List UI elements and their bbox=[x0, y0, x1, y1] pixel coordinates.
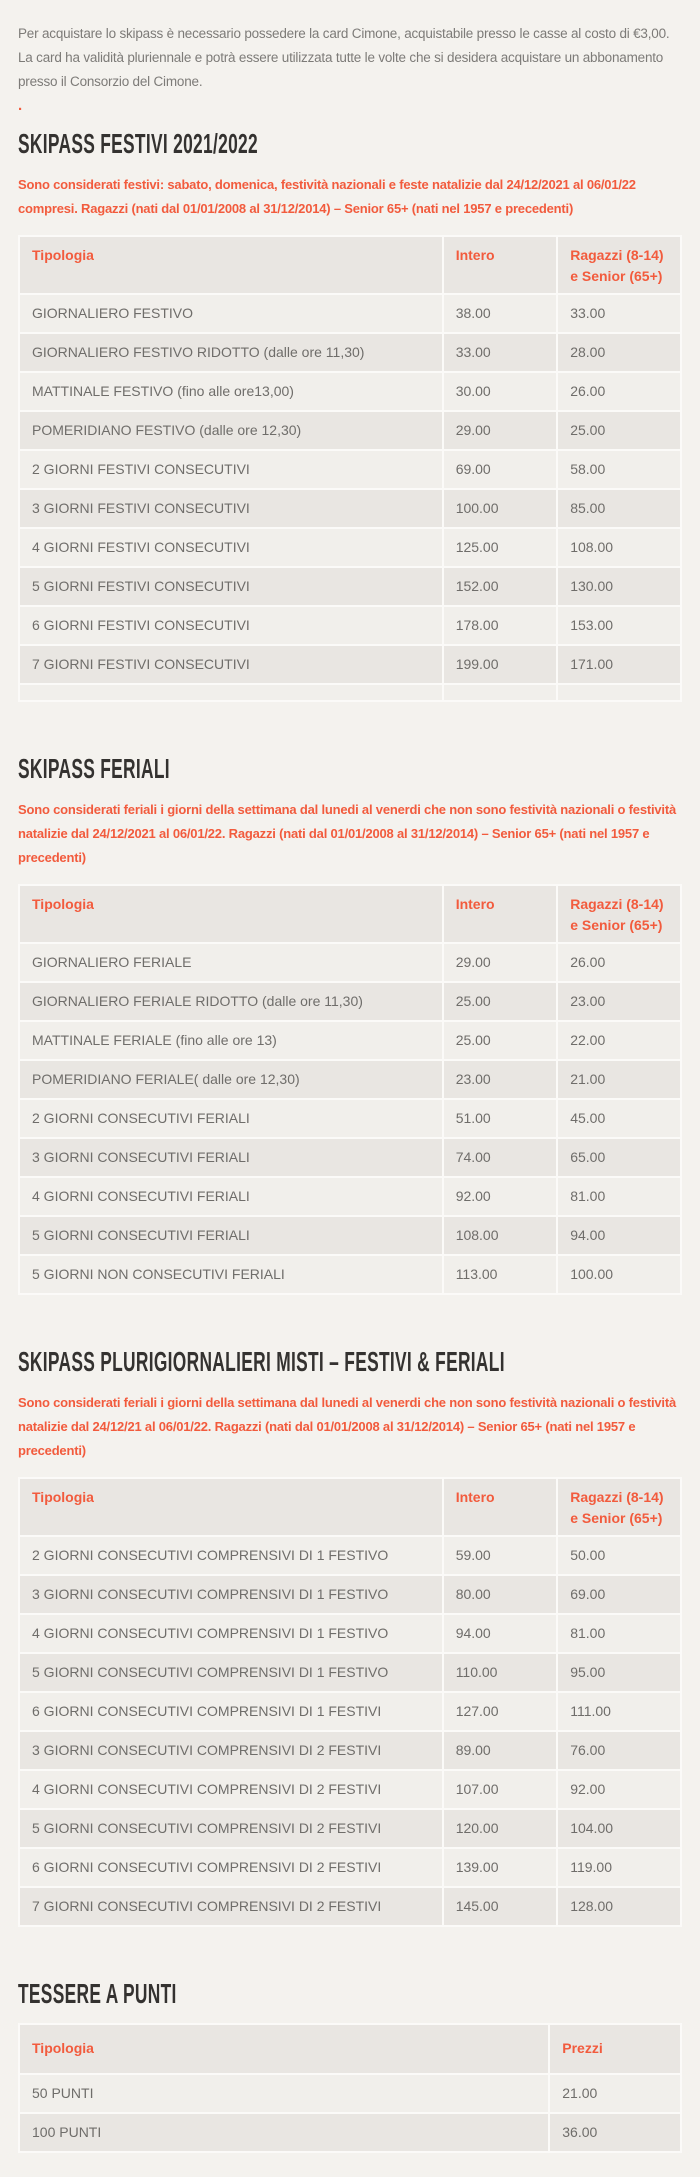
cell-typology: 50 PUNTI bbox=[19, 2074, 549, 2113]
cell-price: 80.00 bbox=[443, 1575, 558, 1614]
table-row bbox=[19, 372, 681, 411]
cell-price: 111.00 bbox=[557, 1692, 681, 1731]
header-row bbox=[19, 2024, 681, 2074]
price-table bbox=[18, 1477, 682, 1927]
table-row bbox=[19, 1809, 681, 1848]
cell-typology: 100 PUNTI bbox=[19, 2113, 549, 2152]
table-row bbox=[19, 333, 681, 372]
cell-typology: 3 GIORNI FESTIVI CONSECUTIVI bbox=[19, 489, 443, 528]
price-table-body bbox=[19, 943, 681, 1294]
cell-price: 50.00 bbox=[557, 1536, 681, 1575]
empty-cell bbox=[19, 684, 443, 701]
sections-container bbox=[18, 127, 682, 2153]
cell-price: 107.00 bbox=[443, 1770, 558, 1809]
cell-typology: 3 GIORNI CONSECUTIVI COMPRENSIVI DI 1 FESTIVO bbox=[19, 1575, 443, 1614]
cell-typology: 3 GIORNI CONSECUTIVI FERIALI bbox=[19, 1138, 443, 1177]
table-row bbox=[19, 1060, 681, 1099]
table-row bbox=[19, 1614, 681, 1653]
table-row bbox=[19, 606, 681, 645]
cell-typology: 2 GIORNI FESTIVI CONSECUTIVI bbox=[19, 450, 443, 489]
cell-typology: 4 GIORNI FESTIVI CONSECUTIVI bbox=[19, 528, 443, 567]
section-description: Sono considerati feriali i giorni della settimana dal lunedi al venerdi che non sono festività nazionali o festività natalizie dal 24/12/21 al 06/01/22. Ragazzi (nati dal 01/01/2008 al 31/12/2014) – Senior 65+ (nati nel 1957 e precedenti) bbox=[18, 1395, 677, 1458]
cell-price: 25.00 bbox=[557, 411, 681, 450]
column-header-intero: Intero bbox=[443, 1478, 558, 1536]
price-table-body bbox=[19, 1536, 681, 1926]
cell-price: 108.00 bbox=[443, 1216, 558, 1255]
cell-price: 51.00 bbox=[443, 1099, 558, 1138]
cell-price: 171.00 bbox=[557, 645, 681, 684]
column-header-intero: Intero bbox=[443, 885, 558, 943]
cell-typology: 5 GIORNI CONSECUTIVI COMPRENSIVI DI 1 FESTIVO bbox=[19, 1653, 443, 1692]
empty-cell bbox=[443, 684, 558, 701]
cell-price: 58.00 bbox=[557, 450, 681, 489]
cell-price: 100.00 bbox=[443, 489, 558, 528]
header-row bbox=[19, 236, 681, 294]
table-row bbox=[19, 2113, 681, 2152]
cell-price: 113.00 bbox=[443, 1255, 558, 1294]
section-tessere bbox=[18, 1977, 682, 2153]
price-table-head bbox=[19, 1478, 681, 1536]
cell-price: 69.00 bbox=[443, 450, 558, 489]
header-row bbox=[19, 885, 681, 943]
column-header-ragazzi: Ragazzi (8-14) e Senior (65+) bbox=[557, 236, 681, 294]
column-header-ragazzi: Ragazzi (8-14) e Senior (65+) bbox=[557, 885, 681, 943]
table-row bbox=[19, 2074, 681, 2113]
section-heading bbox=[18, 752, 682, 786]
cell-price: 81.00 bbox=[557, 1177, 681, 1216]
section-heading bbox=[18, 1345, 682, 1379]
cell-price: 92.00 bbox=[443, 1177, 558, 1216]
column-header-typology: Tipologia bbox=[19, 1478, 443, 1536]
price-table bbox=[18, 884, 682, 1295]
table-row bbox=[19, 943, 681, 982]
cell-price: 23.00 bbox=[443, 1060, 558, 1099]
cell-price: 29.00 bbox=[443, 411, 558, 450]
table-row bbox=[19, 1255, 681, 1294]
column-header-intero: Intero bbox=[443, 236, 558, 294]
header-row bbox=[19, 1478, 681, 1536]
cell-price: 152.00 bbox=[443, 567, 558, 606]
cell-price: 119.00 bbox=[557, 1848, 681, 1887]
empty-cell bbox=[557, 684, 681, 701]
cell-typology: 4 GIORNI CONSECUTIVI FERIALI bbox=[19, 1177, 443, 1216]
section-heading-text: SKIPASS FERIALI bbox=[18, 753, 170, 784]
cell-price: 153.00 bbox=[557, 606, 681, 645]
price-table bbox=[18, 235, 682, 702]
table-row bbox=[19, 489, 681, 528]
cell-typology: 4 GIORNI CONSECUTIVI COMPRENSIVI DI 2 FESTIVI bbox=[19, 1770, 443, 1809]
cell-typology: 7 GIORNI FESTIVI CONSECUTIVI bbox=[19, 645, 443, 684]
cell-price: 29.00 bbox=[443, 943, 558, 982]
table-row bbox=[19, 1216, 681, 1255]
cell-typology: 5 GIORNI FESTIVI CONSECUTIVI bbox=[19, 567, 443, 606]
cell-price: 36.00 bbox=[549, 2113, 681, 2152]
cell-price: 76.00 bbox=[557, 1731, 681, 1770]
cell-typology: 2 GIORNI CONSECUTIVI COMPRENSIVI DI 1 FESTIVO bbox=[19, 1536, 443, 1575]
cell-price: 45.00 bbox=[557, 1099, 681, 1138]
column-header-typology: Tipologia bbox=[19, 2024, 549, 2074]
price-table-body bbox=[19, 294, 681, 701]
cell-price: 92.00 bbox=[557, 1770, 681, 1809]
table-row bbox=[19, 1575, 681, 1614]
section-misti bbox=[18, 1345, 682, 1927]
table-row bbox=[19, 528, 681, 567]
price-table-head bbox=[19, 885, 681, 943]
cell-price: 128.00 bbox=[557, 1887, 681, 1926]
cell-typology: 5 GIORNI CONSECUTIVI FERIALI bbox=[19, 1216, 443, 1255]
section-heading bbox=[18, 1977, 682, 2011]
table-row bbox=[19, 982, 681, 1021]
cell-price: 22.00 bbox=[557, 1021, 681, 1060]
cell-typology: 6 GIORNI CONSECUTIVI COMPRENSIVI DI 1 FESTIVI bbox=[19, 1692, 443, 1731]
price-table bbox=[18, 2023, 682, 2153]
cell-price: 130.00 bbox=[557, 567, 681, 606]
section-description: Sono considerati feriali i giorni della settimana dal lunedi al venerdi che non sono festività nazionali o festività natalizie dal 24/12/2021 al 06/01/22. Ragazzi (nati dal 01/01/2008 al 31/12/2014) – Senior 65+ (nati nel 1957 e precedenti) bbox=[18, 802, 677, 865]
cell-typology: 4 GIORNI CONSECUTIVI COMPRENSIVI DI 1 FESTIVO bbox=[19, 1614, 443, 1653]
cell-price: 120.00 bbox=[443, 1809, 558, 1848]
price-table-head bbox=[19, 2024, 681, 2074]
cell-price: 33.00 bbox=[557, 294, 681, 333]
cell-typology: 5 GIORNI NON CONSECUTIVI FERIALI bbox=[19, 1255, 443, 1294]
table-row bbox=[19, 645, 681, 684]
cell-price: 199.00 bbox=[443, 645, 558, 684]
intro-paragraph: Per acquistare lo skipass è necessario possedere la card Cimone, acquistabile presso le casse al costo di €3,00. La card ha validità pluriennale e potrà essere utilizzata tutte le volte che si desidera acquistare un abbonamento presso il Consorzio del Cimone. bbox=[18, 26, 670, 89]
cell-typology: POMERIDIANO FESTIVO (dalle ore 12,30) bbox=[19, 411, 443, 450]
table-row bbox=[19, 1770, 681, 1809]
table-row bbox=[19, 1138, 681, 1177]
table-row bbox=[19, 1692, 681, 1731]
table-row bbox=[19, 567, 681, 606]
empty-table-row bbox=[19, 684, 681, 701]
section-description: Sono considerati festivi: sabato, domenica, festività nazionali e feste natalizie dal 24/12/2021 al 06/01/22 compresi. Ragazzi (nati dal 01/01/2008 al 31/12/2014) – Senior 65+ (nati nel 1957 e precedenti) bbox=[18, 177, 636, 216]
cell-price: 100.00 bbox=[557, 1255, 681, 1294]
table-row bbox=[19, 1731, 681, 1770]
column-header-prezzi: Prezzi bbox=[549, 2024, 681, 2074]
cell-typology: GIORNALIERO FERIALE RIDOTTO (dalle ore 11,30) bbox=[19, 982, 443, 1021]
table-row bbox=[19, 1536, 681, 1575]
cell-price: 21.00 bbox=[557, 1060, 681, 1099]
cell-typology: 7 GIORNI CONSECUTIVI COMPRENSIVI DI 2 FESTIVI bbox=[19, 1887, 443, 1926]
cell-typology: GIORNALIERO FESTIVO RIDOTTO (dalle ore 11,30) bbox=[19, 333, 443, 372]
table-row bbox=[19, 1177, 681, 1216]
cell-typology: GIORNALIERO FESTIVO bbox=[19, 294, 443, 333]
price-table-body bbox=[19, 2074, 681, 2152]
cell-price: 21.00 bbox=[549, 2074, 681, 2113]
cell-price: 104.00 bbox=[557, 1809, 681, 1848]
column-header-typology: Tipologia bbox=[19, 885, 443, 943]
column-header-typology: Tipologia bbox=[19, 236, 443, 294]
cell-price: 26.00 bbox=[557, 943, 681, 982]
cell-price: 28.00 bbox=[557, 333, 681, 372]
table-row bbox=[19, 1653, 681, 1692]
table-row bbox=[19, 294, 681, 333]
cell-price: 23.00 bbox=[557, 982, 681, 1021]
price-table-head bbox=[19, 236, 681, 294]
intro-dot: . bbox=[18, 97, 23, 114]
cell-typology: 6 GIORNI CONSECUTIVI COMPRENSIVI DI 2 FESTIVI bbox=[19, 1848, 443, 1887]
cell-price: 69.00 bbox=[557, 1575, 681, 1614]
cell-price: 33.00 bbox=[443, 333, 558, 372]
cell-price: 25.00 bbox=[443, 982, 558, 1021]
cell-typology: MATTINALE FERIALE (fino alle ore 13) bbox=[19, 1021, 443, 1060]
cell-price: 125.00 bbox=[443, 528, 558, 567]
cell-typology: 2 GIORNI CONSECUTIVI FERIALI bbox=[19, 1099, 443, 1138]
cell-price: 81.00 bbox=[557, 1614, 681, 1653]
section-heading-text: TESSERE A PUNTI bbox=[18, 1978, 177, 2009]
cell-typology: 5 GIORNI CONSECUTIVI COMPRENSIVI DI 2 FESTIVI bbox=[19, 1809, 443, 1848]
cell-typology: GIORNALIERO FERIALE bbox=[19, 943, 443, 982]
table-row bbox=[19, 450, 681, 489]
section-heading-text: SKIPASS FESTIVI 2021/2022 bbox=[18, 128, 258, 159]
cell-price: 30.00 bbox=[443, 372, 558, 411]
section-feriali bbox=[18, 752, 682, 1295]
table-row bbox=[19, 411, 681, 450]
cell-price: 95.00 bbox=[557, 1653, 681, 1692]
cell-price: 94.00 bbox=[557, 1216, 681, 1255]
cell-typology: POMERIDIANO FERIALE( dalle ore 12,30) bbox=[19, 1060, 443, 1099]
cell-price: 127.00 bbox=[443, 1692, 558, 1731]
cell-price: 26.00 bbox=[557, 372, 681, 411]
cell-typology: 3 GIORNI CONSECUTIVI COMPRENSIVI DI 2 FESTIVI bbox=[19, 1731, 443, 1770]
table-row bbox=[19, 1848, 681, 1887]
cell-price: 59.00 bbox=[443, 1536, 558, 1575]
cell-price: 38.00 bbox=[443, 294, 558, 333]
cell-price: 145.00 bbox=[443, 1887, 558, 1926]
table-row bbox=[19, 1021, 681, 1060]
column-header-ragazzi: Ragazzi (8-14) e Senior (65+) bbox=[557, 1478, 681, 1536]
table-row bbox=[19, 1887, 681, 1926]
cell-price: 108.00 bbox=[557, 528, 681, 567]
cell-price: 94.00 bbox=[443, 1614, 558, 1653]
cell-price: 139.00 bbox=[443, 1848, 558, 1887]
section-festivi bbox=[18, 127, 682, 702]
cell-price: 74.00 bbox=[443, 1138, 558, 1177]
cell-price: 178.00 bbox=[443, 606, 558, 645]
cell-price: 25.00 bbox=[443, 1021, 558, 1060]
section-heading-text: SKIPASS PLURIGIORNALIERI MISTI – FESTIVI & FERIALI bbox=[18, 1346, 505, 1377]
cell-price: 110.00 bbox=[443, 1653, 558, 1692]
cell-price: 85.00 bbox=[557, 489, 681, 528]
cell-price: 65.00 bbox=[557, 1138, 681, 1177]
section-heading bbox=[18, 127, 682, 161]
table-row bbox=[19, 1099, 681, 1138]
cell-typology: 6 GIORNI FESTIVI CONSECUTIVI bbox=[19, 606, 443, 645]
cell-typology: MATTINALE FESTIVO (fino alle ore13,00) bbox=[19, 372, 443, 411]
cell-price: 89.00 bbox=[443, 1731, 558, 1770]
